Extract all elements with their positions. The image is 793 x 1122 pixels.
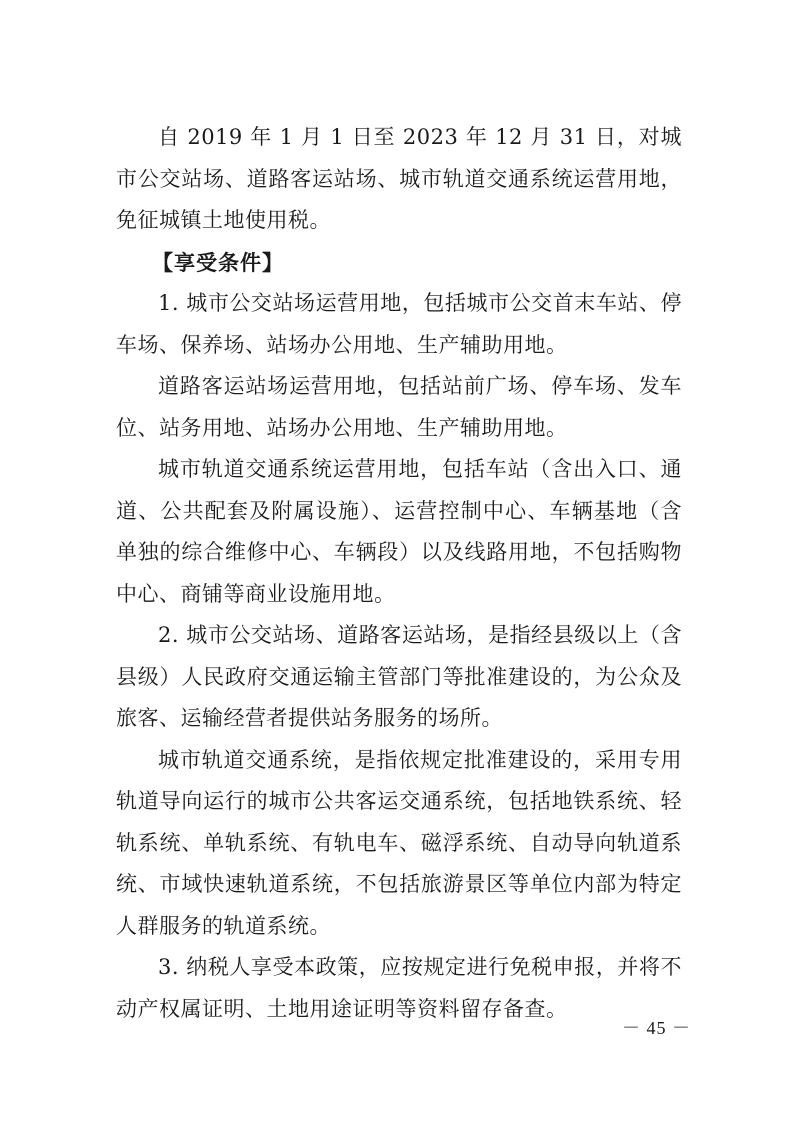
- paragraph-condition-2-stations: 2. 城市公交站场、道路客运站场，是指经县级以上（含县级）人民政府交通运输主管部门等批准建设的，为公众及旅客、运输经营者提供站务服务的场所。: [116, 623, 682, 730]
- paragraph-condition-1-bus: 1. 城市公交站场运营用地，包括城市公交首末车站、停车场、保养场、站场办公用地、生产辅助用地。: [116, 291, 682, 357]
- paragraph-condition-2-rail: 城市轨道交通系统，是指依规定批准建设的，采用专用轨道导向运行的城市公共客运交通系统，包括地铁系统、轻轨系统、单轨系统、有轨电车、磁浮系统、自动导向轨道系统、市域快速轨道系统，不包括旅游景区等单位内部为特定人群服务的轨道系统。: [116, 747, 682, 938]
- paragraph-policy-statement: 自 2019 年 1 月 1 日至 2023 年 12 月 31 日，对城市公交站场、道路客运站场、城市轨道交通系统运营用地，免征城镇土地使用税。: [116, 125, 682, 232]
- conditions-heading: 【享受条件】: [152, 249, 284, 275]
- paragraph-condition-3-filing: 3. 纳税人享受本政策，应按规定进行免税申报，并将不动产权属证明、土地用途证明等资料留存备查。: [116, 955, 682, 1021]
- paragraph-condition-1-rail: 城市轨道交通系统运营用地，包括车站（含出入口、通道、公共配套及附属设施）、运营控制中心、车辆基地（含单独的综合维修中心、车辆段）以及线路用地，不包括购物中心、商铺等商业设施用地。: [116, 457, 682, 606]
- page-number: － 45 －: [622, 1018, 691, 1038]
- paragraph-condition-1-road: 道路客运站场运营用地，包括站前广场、停车场、发车位、站务用地、站场办公用地、生产辅助用地。: [116, 374, 682, 440]
- document-body: [116, 117, 682, 1030]
